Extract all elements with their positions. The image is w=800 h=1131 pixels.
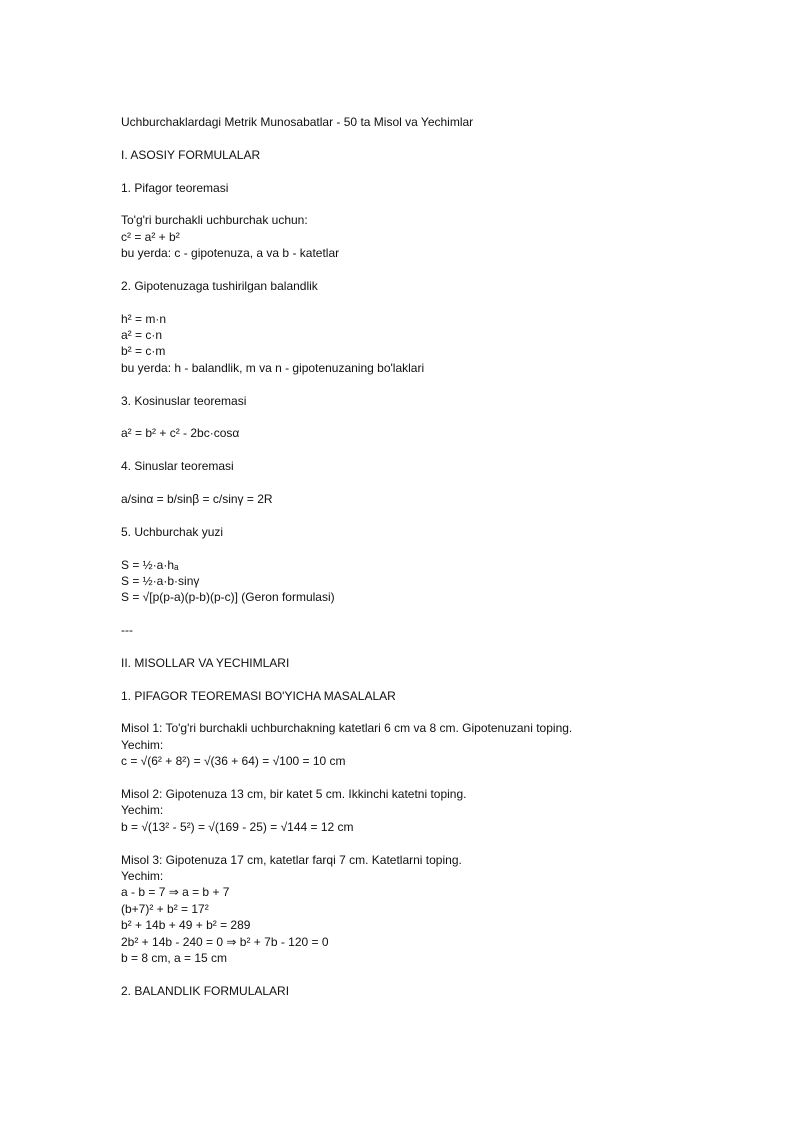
solution-line: b = √(13² - 5²) = √(169 - 25) = √144 = 12 cm [121,819,354,834]
formula-line: S = ½·a·b·sinγ [121,573,200,588]
blank-line [121,130,761,146]
subsection-heading: 1. Pifagor teoremasi [121,180,229,195]
formula-line: a/sinα = b/sinβ = c/sinγ = 2R [121,491,273,506]
solution-label: Yechim: [121,803,164,818]
example-problem: Misol 3: Gipotenuza 17 cm, katetlar farqi 7 cm. Katetlarni toping. [121,852,462,867]
solution-line: 2b² + 14b - 240 = 0 ⇒ b² + 7b - 120 = 0 [121,934,329,949]
subsection-heading: 4. Sinuslar teoremasi [121,459,234,474]
blank-line [121,196,761,212]
blank-line [121,507,761,523]
blank-line [121,671,761,687]
blank-line [121,966,761,982]
blank-line [121,639,761,655]
blank-line [121,376,761,392]
formula-line: S = √[p(p-a)(p-b)(p-c)] (Geron formulasi) [121,590,335,605]
document-title: Uchburchaklardagi Metrik Munosabatlar - 50 ta Misol va Yechimlar [121,115,474,129]
text-line: bu yerda: h - balandlik, m va n - gipotenuzaning bo'laklari [121,360,425,375]
solution-label: Yechim: [121,737,164,752]
solution-line: a - b = 7 ⇒ a = b + 7 [121,885,230,900]
blank-line [121,442,761,458]
blank-line [121,704,761,720]
solution-line: c = √(6² + 8²) = √(36 + 64) = √100 = 10 cm [121,754,346,769]
subsection-heading: 2. Gipotenuzaga tushirilgan balandlik [121,278,318,293]
solution-label: Yechim: [121,868,164,883]
document-page [121,114,761,999]
blank-line [121,770,761,786]
formula-line: h² = m·n [121,311,167,326]
blank-line [121,262,761,278]
subsection-heading: 3. Kosinuslar teoremasi [121,393,247,408]
blank-line [121,475,761,491]
subsection-heading: 1. PIFAGOR TEOREMASI BO'YICHA MASALALAR [121,688,396,703]
subsection-heading: 2. BALANDLIK FORMULALARI [121,983,290,998]
blank-line [121,606,761,622]
blank-line [121,540,761,556]
section-heading: II. MISOLLAR VA YECHIMLARI [121,655,290,670]
formula-line: S = ½·a·hₐ [121,557,179,572]
subsection-heading: 5. Uchburchak yuzi [121,524,224,539]
formula-line: c² = a² + b² [121,229,180,244]
section-heading: I. ASOSIY FORMULALAR [121,147,261,162]
blank-line [121,409,761,425]
formula-line: a² = c·n [121,328,163,343]
text-line: bu yerda: c - gipotenuza, a va b - katetlar [121,246,340,261]
formula-line: b² = c·m [121,344,166,359]
text-line: To'g'ri burchakli uchburchak uchun: [121,213,308,228]
solution-line: (b+7)² + b² = 17² [121,901,209,916]
solution-line: b² + 14b + 49 + b² = 289 [121,918,251,933]
blank-line [121,294,761,310]
blank-line [121,835,761,851]
example-problem: Misol 2: Gipotenuza 13 cm, bir katet 5 cm. Ikkinchi katetni toping. [121,787,467,802]
blank-line [121,163,761,179]
example-problem: Misol 1: To'g'ri burchakli uchburchakning katetlari 6 cm va 8 cm. Gipotenuzani toping. [121,721,573,736]
separator: --- [121,623,133,638]
solution-line: b = 8 cm, a = 15 cm [121,950,228,965]
formula-line: a² = b² + c² - 2bc·cosα [121,426,240,441]
